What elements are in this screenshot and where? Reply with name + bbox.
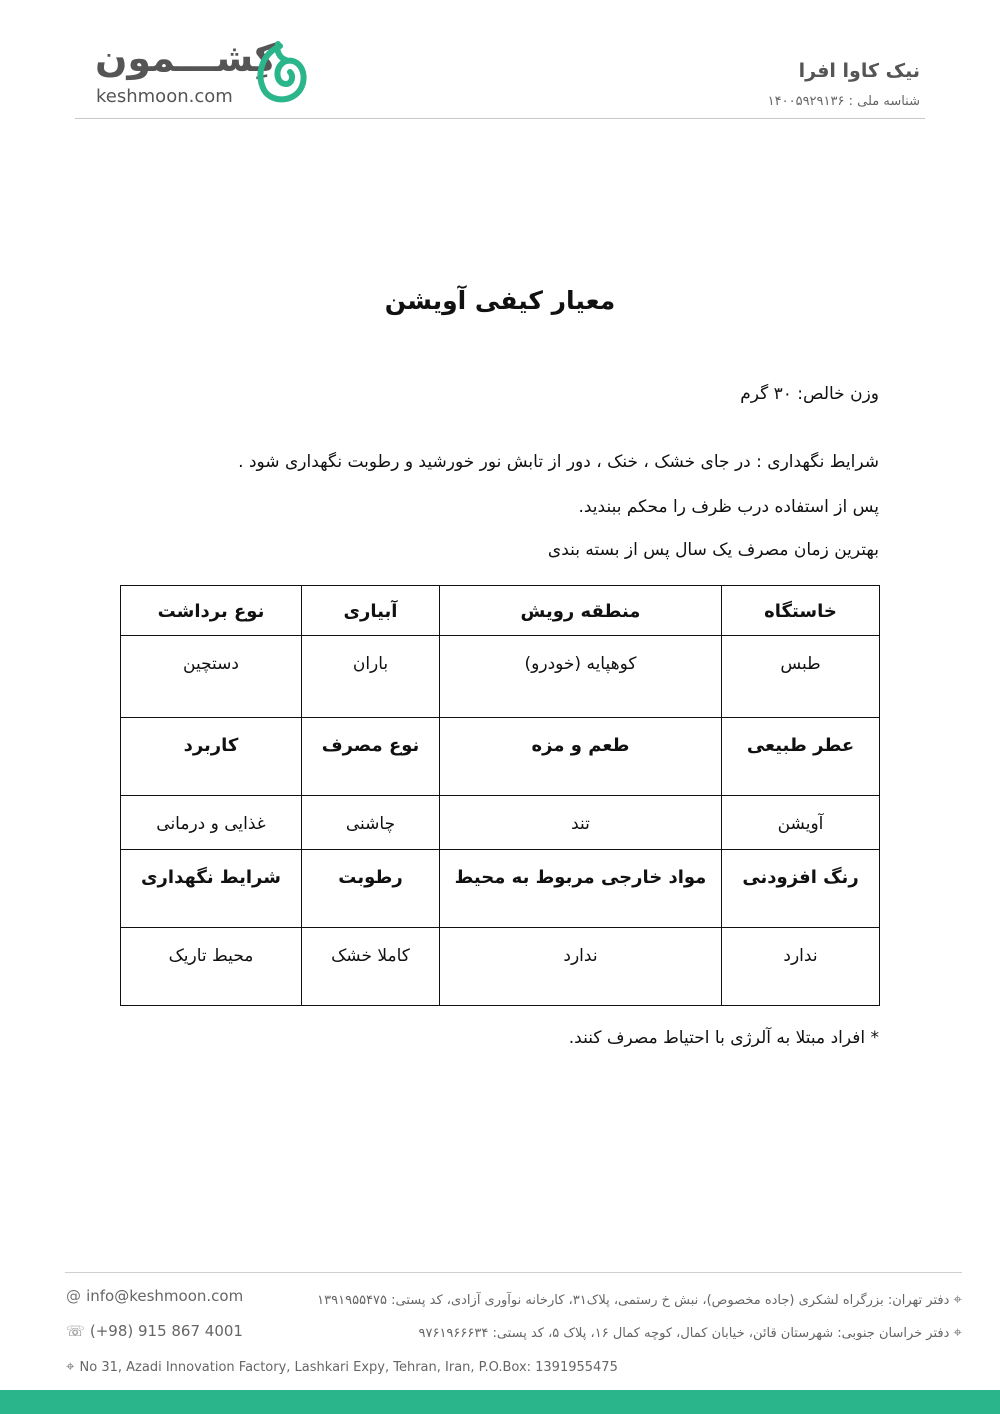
document-title: معیار کیفی آویشن [384,286,616,315]
table-header-cell: رنگ افزودنی [722,850,880,928]
table-cell: چاشنی [302,796,440,850]
table-header-cell: رطوبت [302,850,440,928]
table-header-cell: خاستگاه [722,586,880,636]
table-header-cell: شرایط نگهداری [121,850,302,928]
after-use-instruction: پس از استفاده درب ظرف را محکم ببندید. [578,497,879,517]
logo-wordmark-fa: کِشـــمون [95,36,277,80]
table-cell: طبس [722,636,880,718]
table-row [121,796,880,850]
logo-wordmark-en: keshmoon.com [96,86,233,107]
table-header-cell: عطر طبیعی [722,718,880,796]
khorasan-office-address [419,1323,963,1341]
table-cell: ندارد [440,928,722,1006]
table-header-row [121,586,880,636]
table-cell: ندارد [722,928,880,1006]
table-cell: تند [440,796,722,850]
khorasan-office-text: دفتر خراسان جنوبی: شهرستان قائن، خیابان کمال، کوچه کمال ۱۶، پلاک ۵، کد پستی: ۹۷۶۱۹۶۶۶۳۴ [418,1326,950,1341]
tehran-office-text: دفتر تهران: بزرگراه لشکری (جاده مخصوص)، نبش خ رستمی، پلاک۳۱، کارخانه نوآوری آزادی، کد پستی: ۱۳۹۱۹۵۵۴۷۵ [317,1293,950,1308]
table-cell: غذایی و درمانی [121,796,302,850]
table-cell: کاملا خشک [302,928,440,1006]
email-icon: @ [66,1287,81,1305]
best-use-time: بهترین زمان مصرف یک سال پس از بسته بندی [547,540,879,560]
table-row [121,928,880,1006]
footer-color-bar [0,1390,1000,1414]
table-header-cell: منطقه رویش [440,586,722,636]
tehran-office-address [317,1290,962,1308]
phone-icon: ☏ [66,1322,85,1340]
table-cell: کوهپایه (خودرو) [440,636,722,718]
phone-text: (+98) 915 867 4001 [89,1322,243,1340]
table-row [121,636,880,718]
header-divider [75,118,925,119]
table-cell: دستچین [121,636,302,718]
footer-phone [66,1321,243,1340]
table-header-cell: نوع مصرف [302,718,440,796]
company-name: نیک کاوا افرا [798,60,920,82]
national-id: شناسه ملی : ۱۴۰۰۵۹۲۹۱۳۶ [767,94,920,109]
table-header-row [121,718,880,796]
table-header-cell: کاربرد [121,718,302,796]
table-cell: باران [302,636,440,718]
keshmoon-logo-icon [250,40,310,106]
table-header-cell: مواد خارجی مربوط به محیط [440,850,722,928]
footer-divider [65,1272,962,1273]
location-icon: ⌖ [66,1357,75,1375]
table-header-cell: طعم و مزه [440,718,722,796]
footer-address-en [66,1356,618,1375]
table-cell: آویشن [722,796,880,850]
table-cell: محیط تاریک [121,928,302,1006]
address-en-text: No 31, Azadi Innovation Factory, Lashkari Expy, Tehran, Iran, P.O.Box: 1391955475 [79,1360,618,1375]
table-header-cell: نوع برداشت [121,586,302,636]
quality-spec-table [120,585,880,1006]
allergy-note: * افراد مبتلا به آلرژی با احتیاط مصرف کنند. [568,1028,879,1048]
location-icon: ⌖ [953,1323,962,1341]
net-weight: وزن خالص: ۳۰ گرم [740,384,879,404]
table-header-cell: آبیاری [302,586,440,636]
email-text: info@keshmoon.com [86,1287,244,1305]
table-header-row [121,850,880,928]
location-icon: ⌖ [953,1290,962,1308]
storage-conditions: شرایط نگهداری : در جای خشک ، خنک ، دور از تابش نور خورشید و رطوبت نگهداری شود . [238,452,879,472]
footer-email [66,1286,243,1305]
